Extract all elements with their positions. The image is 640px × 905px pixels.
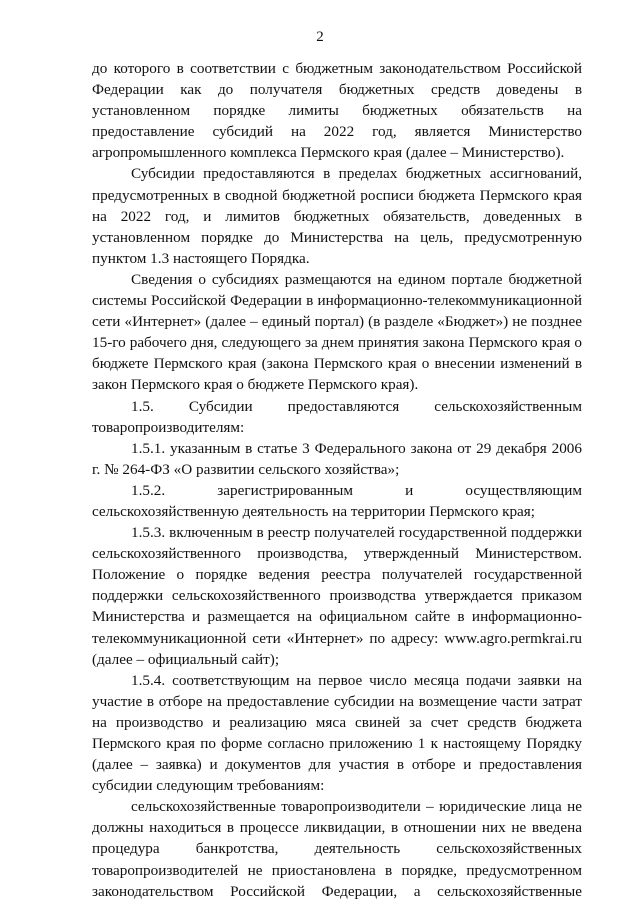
page-number: 2: [316, 29, 324, 45]
paragraph-1-5-3: 1.5.3. включенным в реестр получателей государственной поддержки сельскохозяйственного производства, утвержденный Министерством. Положение о порядке ведения реестра получателей государственной поддержки сельскохозяйственного производства утверждается приказом Министерства и размещается на официальном сайте в информационно-телекоммуникационной сети «Интернет» по адресу: www.agro.permkrai.ru (далее – официальный сайт);: [92, 524, 582, 668]
document-body: [92, 58, 582, 902]
paragraph-1-5-2: 1.5.2. зарегистрированным и осуществляющим сельскохозяйственную деятельность на территории Пермского края;: [92, 481, 582, 520]
paragraph-subsidies-limits: Субсидии предоставляются в пределах бюджетных ассигнований, предусмотренных в сводной бюджетной росписи бюджета Пермского края на 2022 год, и лимитов бюджетных обязательств, доведенных в установленном порядке до Министерства на цель, предусмотренную пунктом 1.3 настоящего Порядка.: [92, 165, 582, 267]
paragraph-1-5-1: 1.5.1. указанным в статье 3 Федерального закона от 29 декабря 2006 г. № 264-ФЗ «О развитии сельского хозяйства»;: [92, 439, 582, 478]
paragraph-1-5: 1.5. Субсидии предоставляются сельскохозяйственным товаропроизводителям:: [92, 397, 582, 436]
paragraph-requirements: сельскохозяйственные товаропроизводители – юридические лица не должны находиться в процессе ликвидации, в отношении них не введена процедура банкротства, деятельность сельскохозяйственных товаропроизводителей не приостановлена в порядке, предусмотренном законодательством Российской Федерации, а сельскохозяйственные: [92, 798, 582, 900]
paragraph-subsidies-portal: Сведения о субсидиях размещаются на едином портале бюджетной системы Российской Федерации в информационно-телекоммуникационной сети «Интернет» (далее – единый портал) (в разделе «Бюджет») не позднее 15-го рабочего дня, следующего за днем принятия закона Пермского края о бюджете Пермского края (закона Пермского края о внесении изменений в закон Пермского края о бюджете Пермского края).: [92, 270, 582, 394]
paragraph-1-5-4: 1.5.4. соответствующим на первое число месяца подачи заявки на участие в отборе на предоставление субсидии на возмещение части затрат на производство и реализацию мяса свиней за счет средств бюджета Пермского края по форме согласно приложению 1 к настоящему Порядку (далее – заявка) и документов для участия в отборе и предоставления субсидии следующим требованиям:: [92, 671, 582, 795]
paragraph-ministry: до которого в соответствии с бюджетным законодательством Российской Федерации как до получателя бюджетных средств доведены в установленном порядке лимиты бюджетных обязательств на предоставление субсидий на 2022 год, является Министерство агропромышленного комплекса Пермского края (далее – Министерство).: [92, 60, 582, 162]
